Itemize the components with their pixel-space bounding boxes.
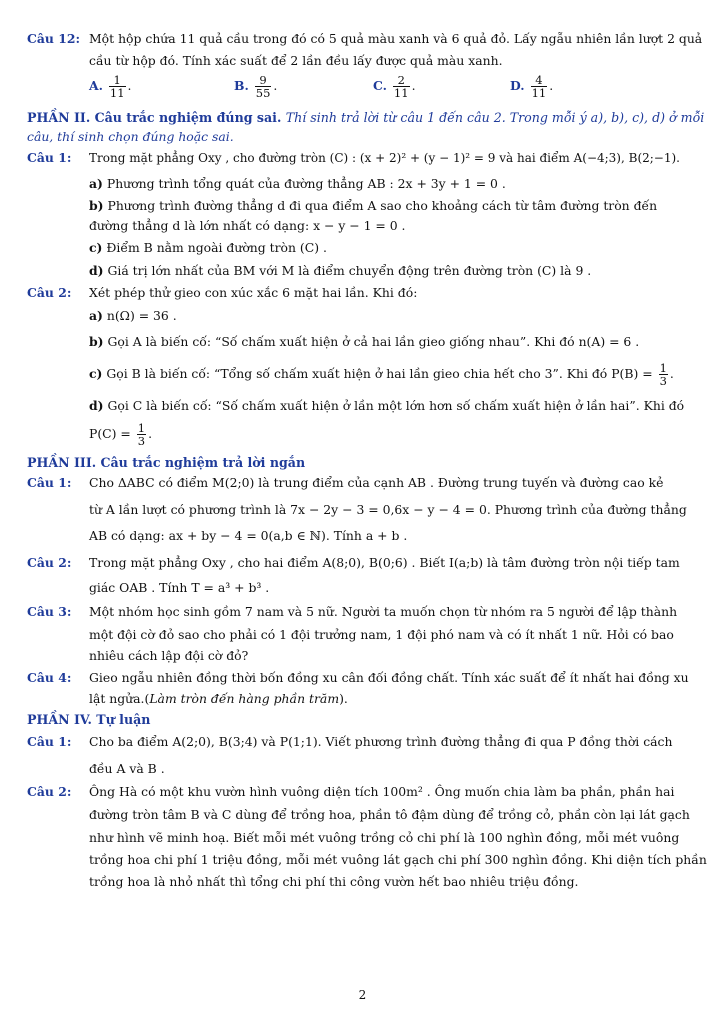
- part3-question-4-text: lật ngửa.(Làm tròn đến hàng phần trăm).: [89, 691, 348, 706]
- part2-question-1-label: Câu 1:: [27, 150, 72, 165]
- option-b: B. $\frac{9}{55}$ .: [234, 73, 278, 100]
- statement-b: b) Gọi A là biến cố: “Số chấm xuất hiện ở cả hai lần gieo giống nhau”. Khi đó n(A) = 6 .: [89, 334, 640, 349]
- part4-question-2-text: đường tròn tâm B và C dùng để trồng hoa, phần tô đậm dùng để trồng cỏ, phần còn lại lát gạch: [89, 807, 690, 822]
- statement-b-cont: đường thẳng d là lớn nhất có dạng: x − y − 1 = 0 .: [89, 218, 406, 233]
- statement-c: c) Gọi B là biến cố: “Tổng số chấm xuất hiện ở hai lần gieo chia hết cho 3”. Khi đó P(B) = $\frac{1}{3}$ .: [89, 361, 674, 388]
- part4-question-1-text: đều A và B .: [89, 761, 165, 776]
- part4-question-2-text: trồng hoa là nhỏ nhất thì tổng chi phí thi công vườn hết bao nhiêu triệu đồng.: [89, 874, 579, 889]
- part3-question-1-text: từ A lần lượt có phương trình là 7x − 2y − 3 = 0,6x − y − 4 = 0. Phương trình của đường thẳng: [89, 502, 687, 517]
- part4-question-2-text: trồng hoa chi phí 1 triệu đồng, mỗi mét vuông lát gạch chi phí 300 nghìn đồng. Khi diện tích phần: [89, 852, 707, 867]
- part-4-heading: PHẦN IV. Tự luận: [27, 712, 151, 727]
- statement-d-cont: P(C) = $\frac{1}{3}$ .: [89, 421, 153, 448]
- statement-b: b) Phương trình đường thẳng d đi qua điểm A sao cho khoảng cách từ tâm đường tròn đến: [89, 198, 658, 213]
- option-a: A. $\frac{1}{11}$ .: [89, 73, 132, 100]
- statement-a: a) n(Ω) = 36 .: [89, 308, 177, 323]
- part2-question-2-label: Câu 2:: [27, 285, 72, 300]
- part4-question-1-text: Cho ba điểm A(2;0), B(3;4) và P(1;1). Viết phương trình đường thẳng đi qua P đồng thời cách: [89, 734, 673, 749]
- option-d: D. $\frac{4}{11}$ .: [510, 73, 554, 100]
- part3-question-2-text: Trong mặt phẳng Oxy , cho hai điểm A(8;0), B(0;6) . Biết I(a;b) là tâm đường tròn nội tiếp tam: [89, 555, 680, 570]
- part3-question-4-label: Câu 4:: [27, 670, 72, 685]
- statement-d: d) Giá trị lớn nhất của BM với M là điểm chuyển động trên đường tròn (C) là 9 .: [89, 263, 592, 278]
- part3-question-3-text: nhiêu cách lập đội cờ đỏ?: [89, 648, 249, 663]
- part3-question-1-text: Cho ΔABC có điểm M(2;0) là trung điểm của cạnh AB . Đường trung tuyến và đường cao kẻ: [89, 475, 664, 490]
- part3-question-1-label: Câu 1:: [27, 475, 72, 490]
- part4-question-2-text: Ông Hà có một khu vườn hình vuông diện tích 100m² . Ông muốn chia làm ba phần, phần hai: [89, 784, 675, 799]
- part4-question-2-text: như hình vẽ minh hoạ. Biết mỗi mét vuông trồng cỏ chi phí là 100 nghìn đồng, mỗi mét vuông: [89, 830, 680, 845]
- part3-question-2-label: Câu 2:: [27, 555, 72, 570]
- question-12-text: Một hộp chứa 11 quả cầu trong đó có 5 quả màu xanh và 6 quả đỏ. Lấy ngẫu nhiên lần lượt 2 quả: [89, 31, 703, 46]
- option-c: C. $\frac{2}{11}$ .: [373, 73, 416, 100]
- part-3-heading: PHẦN III. Câu trắc nghiệm trả lời ngắn: [27, 455, 306, 470]
- statement-d: d) Gọi C là biến cố: “Số chấm xuất hiện ở lần một lớn hơn số chấm xuất hiện ở lần hai”. Khi đó: [89, 398, 685, 413]
- statement-c: c) Điểm B nằm ngoài đường tròn (C) .: [89, 240, 327, 255]
- part3-question-3-text: một đội cờ đỏ sao cho phải có 1 đội trưởng nam, 1 đội phó nam và có ít nhất 1 nữ. Hỏi có bao: [89, 627, 674, 642]
- part3-question-3-label: Câu 3:: [27, 604, 72, 619]
- statement-a: a) Phương trình tổng quát của đường thẳng AB : 2x + 3y + 1 = 0 .: [89, 176, 506, 191]
- part3-question-3-text: Một nhóm học sinh gồm 7 nam và 5 nữ. Người ta muốn chọn từ nhóm ra 5 người để lập thành: [89, 604, 678, 619]
- part-2-heading: PHẦN II. Câu trắc nghiệm đúng sai. Thí sinh trả lời từ câu 1 đến câu 2. Trong mỗi ý a), b), c), d) ở mỗi: [27, 110, 705, 125]
- part2-question-2-stem: Xét phép thử gieo con xúc xắc 6 mặt hai lần. Khi đó:: [89, 285, 418, 300]
- page-number: 2: [358, 988, 367, 1002]
- part4-question-2-label: Câu 2:: [27, 784, 72, 799]
- question-12-label: Câu 12:: [27, 31, 81, 46]
- part-2-instructions: câu, thí sinh chọn đúng hoặc sai.: [27, 129, 234, 144]
- part2-question-1-stem: Trong mặt phẳng Oxy , cho đường tròn (C) : (x + 2)² + (y − 1)² = 9 và hai điểm A(−4;3), B(2;−1).: [89, 151, 680, 165]
- part3-question-2-text: giác OAB . Tính T = a³ + b³ .: [89, 580, 270, 595]
- part4-question-1-label: Câu 1:: [27, 734, 72, 749]
- part3-question-4-text: Gieo ngẫu nhiên đồng thời bốn đồng xu cân đối đồng chất. Tính xác suất để ít nhất hai đồng xu: [89, 670, 689, 685]
- question-12-text: cầu từ hộp đó. Tính xác suất để 2 lần đều lấy được quả màu xanh.: [89, 53, 503, 68]
- part3-question-1-text: AB có dạng: ax + by − 4 = 0(a,b ∈ ℕ). Tính a + b .: [89, 528, 408, 543]
